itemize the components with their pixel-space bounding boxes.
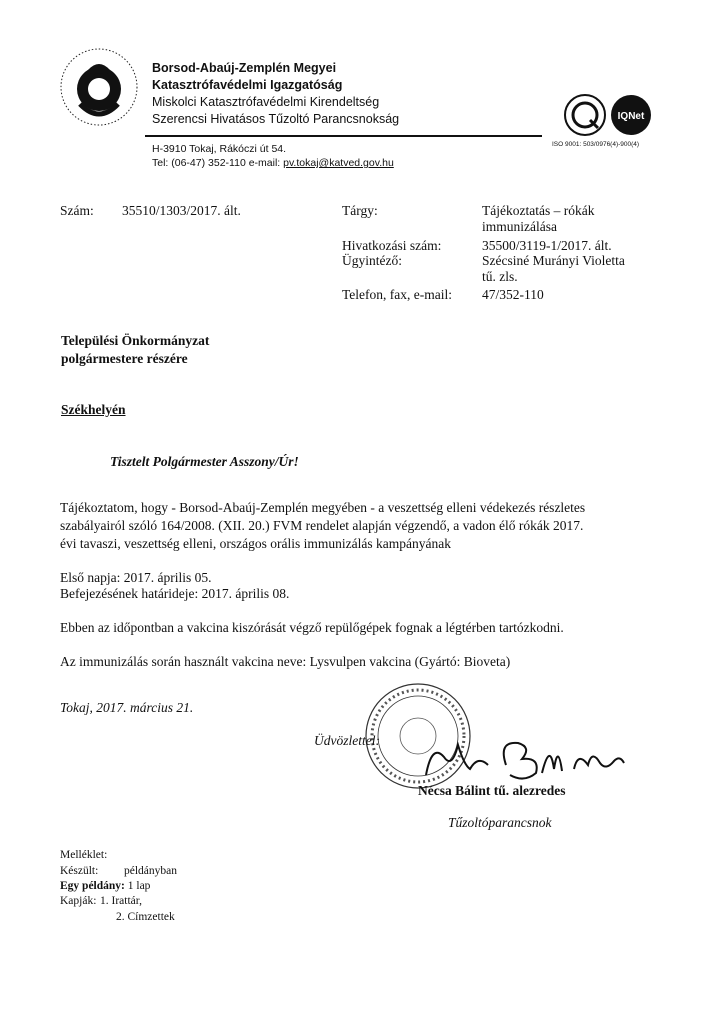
org-line-3: Miskolci Katasztrófavédelmi Kirendeltség (152, 95, 380, 109)
recipient-line-2: polgármestere részére (61, 351, 188, 366)
body-paragraph-3: Az immunizálás során használt vakcina neve: Lysvulpen vakcina (Gyártó: Bioveta) (60, 654, 511, 669)
org-line-4: Szerencsi Hivatásos Tűzoltó Parancsnokság (152, 112, 400, 126)
certification-logos (562, 92, 678, 138)
email-link[interactable]: pv.tokaj@katved.gov.hu (283, 157, 394, 169)
targy-label: Tárgy: (342, 203, 378, 218)
telefon-value: 47/352-110 (482, 287, 544, 302)
body-paragraph-2: Ebben az időpontban a vakcina kiszórását végző repülőgépek fognak a légtérben tartózkodni. (60, 620, 564, 635)
handwritten-signature (418, 735, 628, 790)
iso-text: ISO 9001: 503/0976(4)-900(4) (552, 141, 640, 148)
hivatkozasi-label: Hivatkozási szám: (342, 238, 442, 253)
kapjak-label: Kapják: (60, 895, 97, 907)
header-divider (145, 135, 542, 137)
targy-value-1: Tájékoztatás – rókák (482, 203, 595, 218)
recipient-seat: Székhelyén (61, 402, 126, 417)
szam-label: Szám: (60, 203, 94, 218)
address-line: H-3910 Tokaj, Rákóczi út 54. (152, 143, 287, 155)
header-contact (152, 142, 394, 170)
kapjak-item-2: 2. Címzettek (116, 911, 175, 923)
egy-peldany-label: Egy példány: (60, 880, 125, 892)
org-header (152, 60, 399, 128)
egy-peldany-value: 1 lap (127, 880, 151, 892)
signer-title: Tűzoltóparancsnok (448, 815, 552, 830)
body-paragraph-1-line-3: évi tavaszi, veszettség elleni, országos orális immunizálás kampányának (60, 536, 451, 551)
recipient-line-1: Települési Önkormányzat (61, 333, 210, 348)
body-paragraph-1-line-1: Tájékoztatom, hogy - Borsod-Abaúj-Zemplén megyében - a veszettség elleni védekezés részletes (60, 500, 586, 515)
egy-peldany (60, 879, 150, 894)
org-line-2: Katasztrófavédelmi Igazgatóság (152, 78, 343, 92)
melleklet-label: Melléklet: (60, 849, 108, 861)
kapjak-item-1: 1. Irattár, (100, 895, 143, 907)
signer-name: Nécsa Bálint tű. alezredes (418, 783, 566, 798)
org-line-1: Borsod-Abaúj-Zemplén Megyei (152, 61, 337, 75)
ugyintezo-value-2: tű. zls. (482, 269, 518, 284)
deadline: Befejezésének határideje: 2017. április 08. (60, 586, 290, 601)
emblem-logo (58, 46, 140, 128)
telefon-label: Telefon, fax, e-mail: (342, 287, 453, 302)
phone-text: Tel: (06-47) 352-110 e-mail: (152, 157, 284, 169)
hivatkozasi-value: 35500/3119-1/2017. ált. (482, 238, 612, 253)
contact-line (152, 156, 394, 170)
greeting: Üdvözlettel: (314, 733, 380, 748)
szam-value: 35510/1303/2017. ált. (122, 203, 241, 218)
salutation: Tisztelt Polgármester Asszony/Úr! (110, 454, 299, 469)
keszult-value: példányban (124, 865, 178, 877)
iqnet-text: IQNet (617, 111, 645, 122)
ugyintezo-label: Ügyintéző: (342, 253, 402, 268)
first-day: Első napja: 2017. április 05. (60, 570, 212, 585)
ugyintezo-value-1: Szécsiné Murányi Violetta (482, 253, 625, 268)
body-paragraph-1-line-2: szabályairól szóló 164/2008. (XII. 20.) FVM rendelet alapján végzendő, a vadon élő rókák 2017. (60, 518, 584, 533)
keszult-label: Készült: (60, 865, 99, 877)
place-date: Tokaj, 2017. március 21. (60, 700, 194, 715)
targy-value-2: immunizálása (482, 219, 557, 234)
